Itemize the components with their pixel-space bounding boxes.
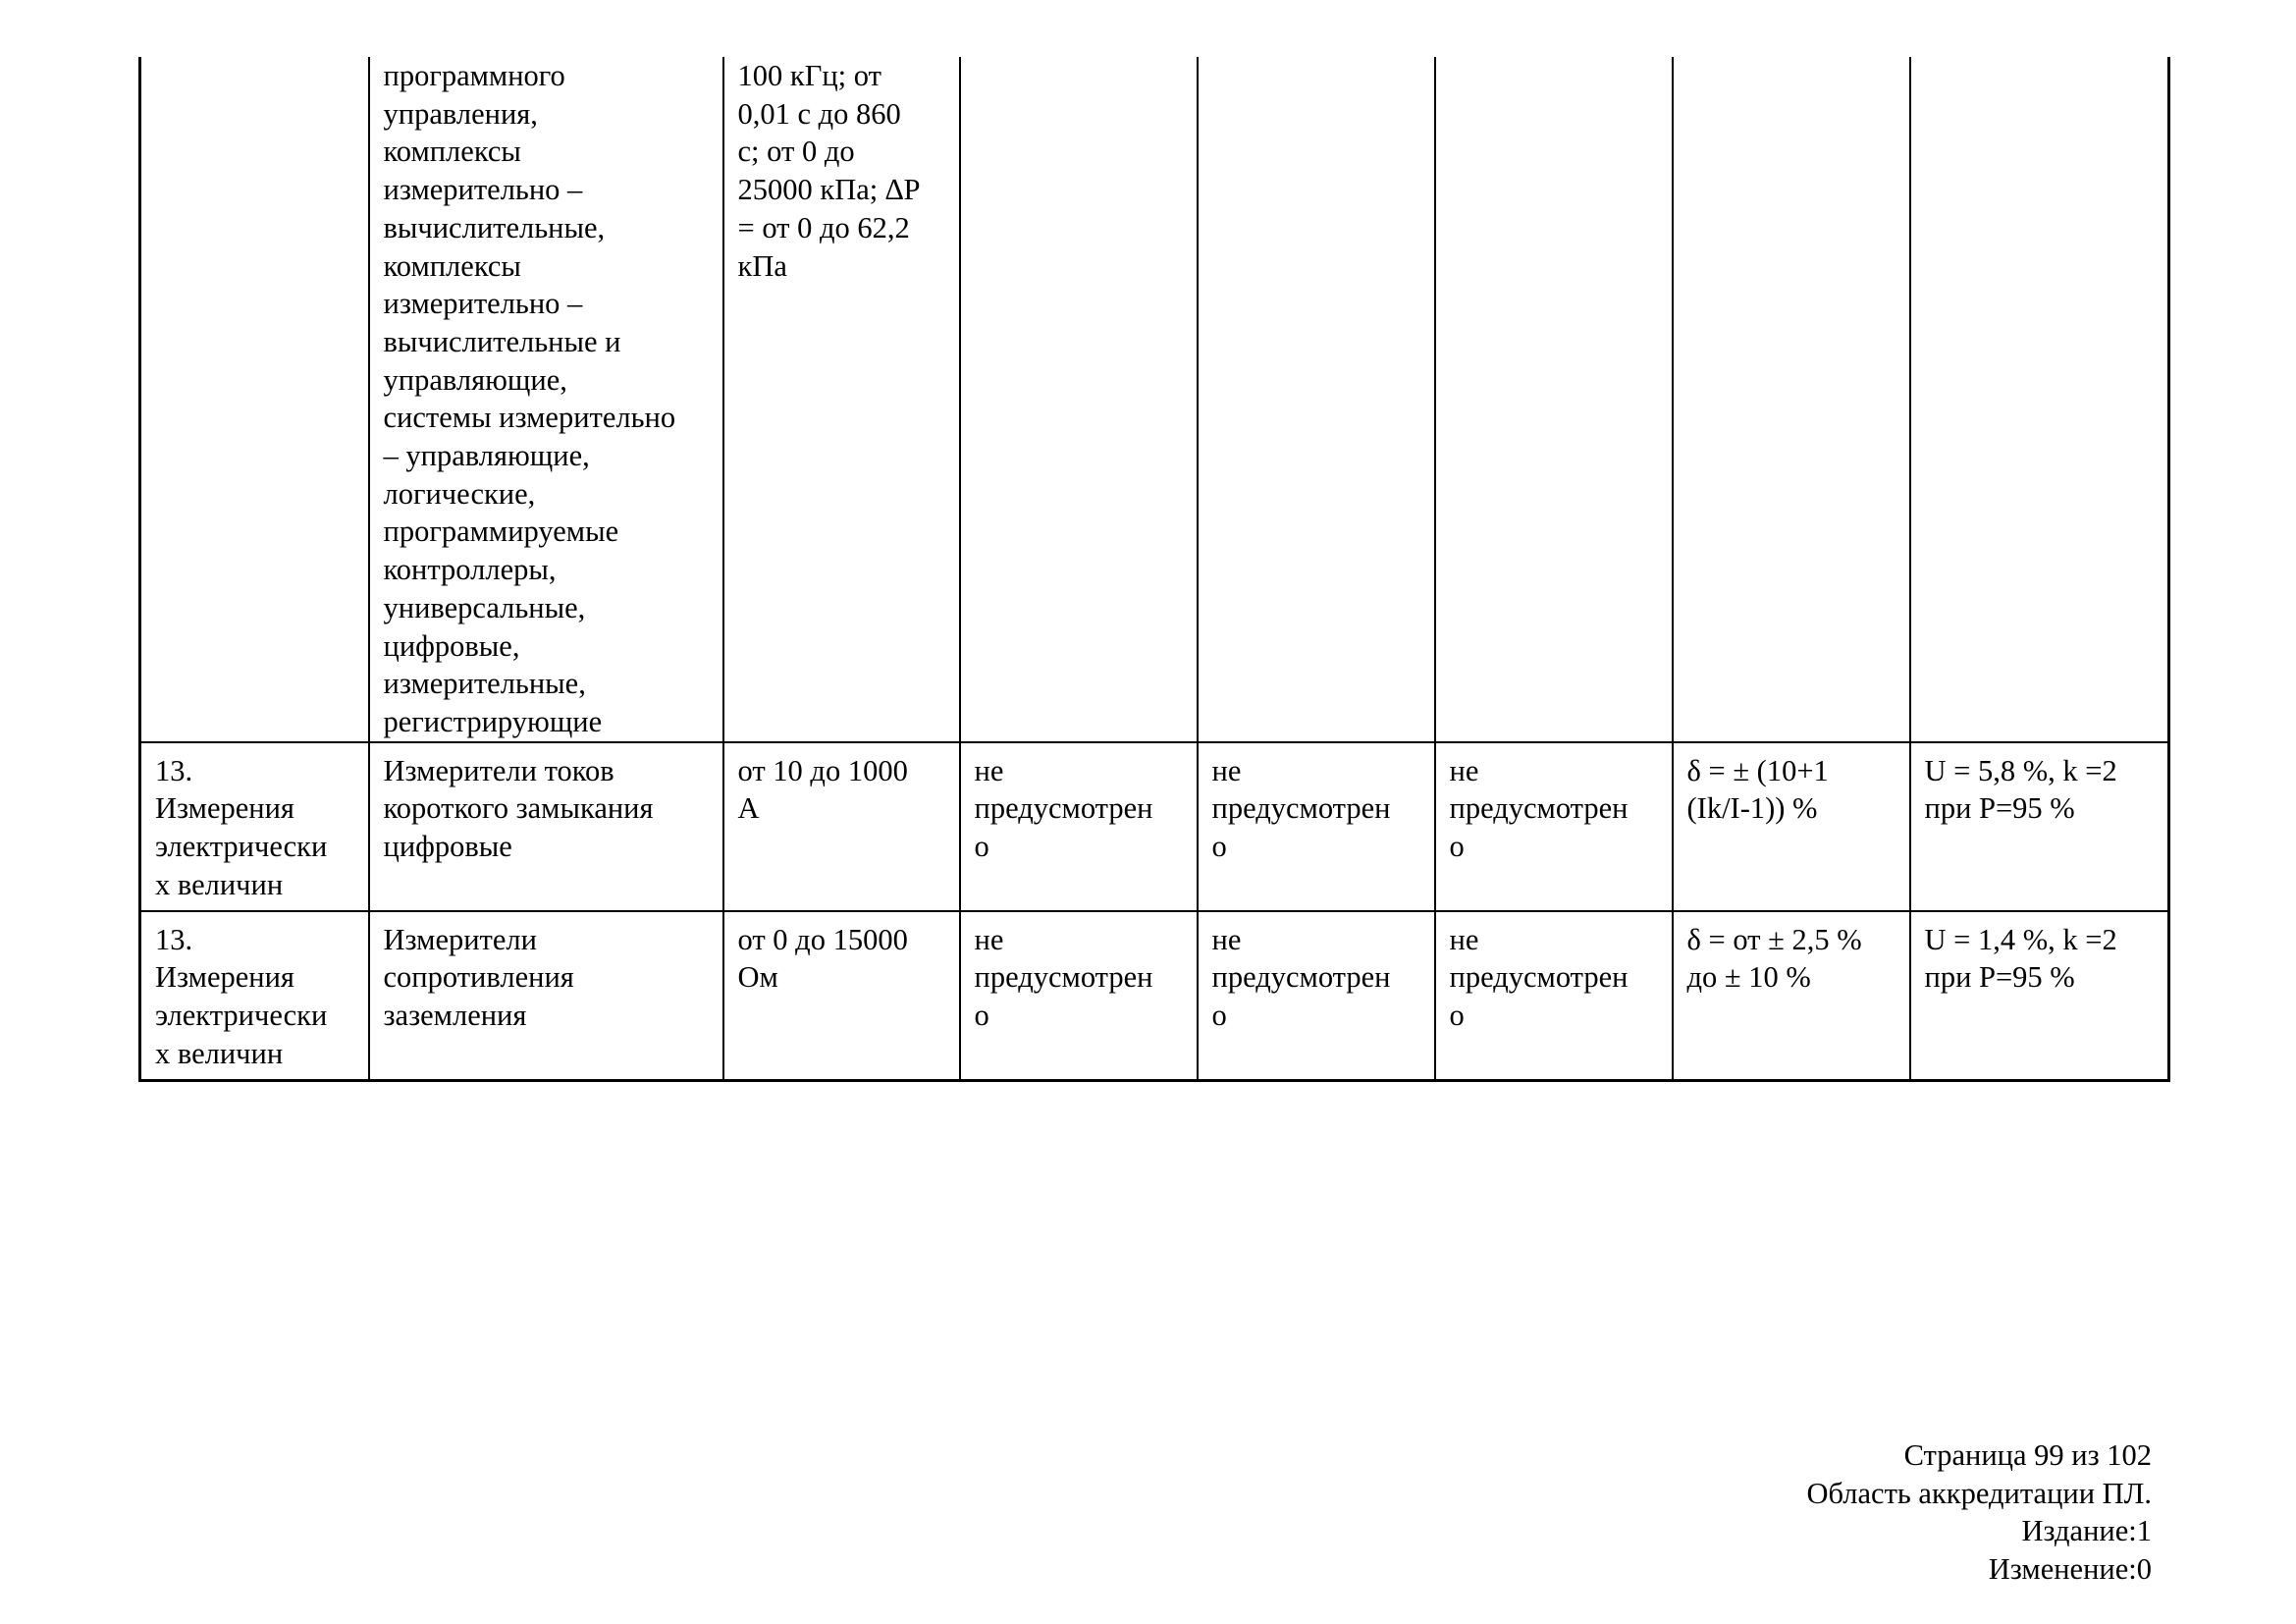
cell-col4: не предусмотрен о	[960, 911, 1198, 1081]
cell-col5	[1198, 57, 1435, 742]
cell-group: 13. Измерения электрически х величин	[140, 911, 369, 1081]
cell-instrument: Измерители сопротивления заземления	[369, 911, 723, 1081]
cell-uncertainty: U = 1,4 %, k =2 при Р=95 %	[1910, 911, 2169, 1081]
cell-col5: не предусмотрен о	[1198, 742, 1435, 911]
cell-instrument: Измерители токов короткого замыкания цифровые	[369, 742, 723, 911]
cell-accuracy: δ = от ± 2,5 % до ± 10 %	[1673, 911, 1910, 1081]
cell-col6: не предусмотрен о	[1435, 742, 1673, 911]
revision-label: Изменение:0	[1988, 1552, 2152, 1587]
cell-instrument: программного управления, комплексы измерительно – вычислительные, комплексы измерительно – вычислительные и управляющие, системы измерительно – управляющие, логические, программируемые контроллеры, универсальные, цифровые, измерительные, регистрирующие	[369, 57, 723, 742]
cell-col6: не предусмотрен о	[1435, 911, 1673, 1081]
cell-col4: не предусмотрен о	[960, 742, 1198, 911]
cell-col5: не предусмотрен о	[1198, 911, 1435, 1081]
cell-col4	[960, 57, 1198, 742]
cell-range: 100 кГц; от 0,01 с до 860 с; от 0 до 25000 кПа; ∆P = от 0 до 62,2 кПа	[723, 57, 960, 742]
cell-col6	[1435, 57, 1673, 742]
cell-uncertainty	[1910, 57, 2169, 742]
cell-group	[140, 57, 369, 742]
cell-uncertainty: U = 5,8 %, k =2 при Р=95 %	[1910, 742, 2169, 911]
cell-accuracy	[1673, 57, 1910, 742]
cell-range: от 0 до 15000 Ом	[723, 911, 960, 1081]
edition-label: Издание:1	[2021, 1514, 2152, 1548]
table-row	[140, 911, 2169, 1081]
cell-range: от 10 до 1000 А	[723, 742, 960, 911]
page-footer	[1806, 1436, 2152, 1589]
cell-accuracy: δ = ± (10+1 (Ik/I-1)) %	[1673, 742, 1910, 911]
accreditation-scope: Область аккредитации ПЛ.	[1806, 1476, 2152, 1510]
accreditation-table	[138, 57, 2170, 1082]
table-row	[140, 57, 2169, 742]
table-row	[140, 742, 2169, 911]
page-number: Страница 99 из 102	[1903, 1438, 2152, 1472]
cell-group: 13. Измерения электрически х величин	[140, 742, 369, 911]
